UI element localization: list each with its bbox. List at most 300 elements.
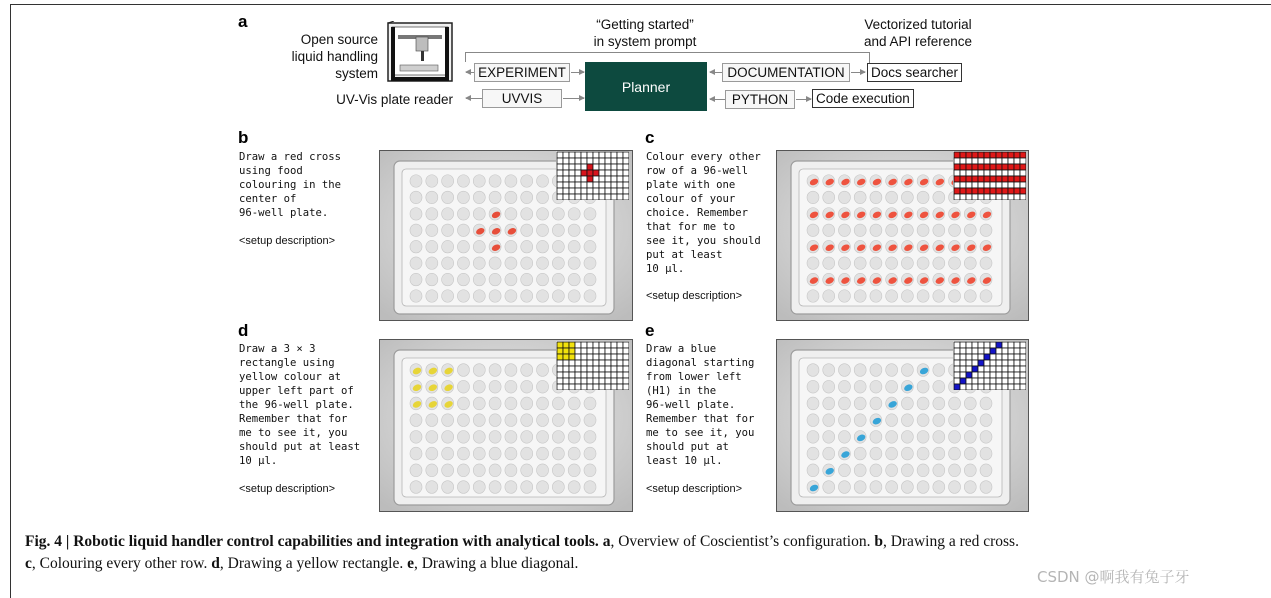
plate-well <box>584 290 596 302</box>
grid-well <box>611 360 617 366</box>
grid-well <box>996 170 1002 176</box>
getting-started-label: “Getting started” in system prompt <box>593 17 697 49</box>
grid-well <box>593 170 599 176</box>
caption-e-label: e <box>407 555 414 572</box>
grid-well <box>996 378 1002 384</box>
plate-well <box>473 290 485 302</box>
panel-c-letter: c <box>645 128 655 147</box>
grid-well <box>587 182 593 188</box>
plate-well <box>838 257 850 269</box>
grid-well <box>978 378 984 384</box>
plate-well <box>870 364 882 377</box>
caption-c-text: , Colouring every other row. <box>31 555 208 572</box>
grid-well <box>966 372 972 378</box>
plate-well <box>917 397 929 410</box>
grid-well <box>557 372 563 378</box>
grid-well <box>593 366 599 372</box>
plate-well <box>505 481 517 494</box>
grid-well <box>593 348 599 354</box>
grid-well <box>605 188 611 194</box>
grid-well <box>611 152 617 158</box>
grid-well <box>1014 366 1020 372</box>
plate-well <box>473 380 485 393</box>
plate-well <box>537 364 549 377</box>
plate-well <box>410 447 422 460</box>
grid-well <box>990 384 996 390</box>
plate-well <box>505 191 517 203</box>
grid-well <box>605 372 611 378</box>
plate-well <box>838 364 850 377</box>
grid-well <box>557 182 563 188</box>
grid-well <box>581 360 587 366</box>
grid-well <box>1008 378 1014 384</box>
grid-well <box>623 164 629 170</box>
plate-well <box>584 257 596 269</box>
plate-well <box>426 273 438 285</box>
panel-b-prompt: Draw a red cross using food colouring in the center of 96-well plate. <box>239 151 342 219</box>
grid-well <box>1020 158 1026 164</box>
grid-well <box>563 342 569 348</box>
plate-well <box>489 380 501 393</box>
grid-well <box>575 158 581 164</box>
grid-well <box>563 360 569 366</box>
plate-well <box>823 397 835 410</box>
grid-well <box>1014 194 1020 200</box>
grid-well <box>990 372 996 378</box>
grid-well <box>581 366 587 372</box>
plate-well <box>838 380 850 393</box>
plate-well <box>442 240 454 252</box>
plate-well <box>537 224 549 236</box>
grid-well <box>569 372 575 378</box>
plate-well <box>901 464 913 477</box>
grid-well <box>1008 182 1014 188</box>
grid-well <box>599 372 605 378</box>
figure-frame-top <box>10 4 1271 5</box>
grid-well <box>954 182 960 188</box>
grid-well <box>972 170 978 176</box>
plate-well <box>886 257 898 269</box>
panel-e-letter: e <box>645 321 655 340</box>
grid-well <box>599 360 605 366</box>
python-box: PYTHON <box>725 90 795 109</box>
grid-well <box>1014 170 1020 176</box>
grid-well <box>966 348 972 354</box>
grid-well <box>972 164 978 170</box>
plate-well <box>473 191 485 203</box>
grid-well <box>954 170 960 176</box>
grid-well <box>1020 194 1026 200</box>
plate-well <box>854 380 866 393</box>
plate-well <box>933 447 945 460</box>
plate-well <box>410 224 422 236</box>
plate-well <box>442 464 454 477</box>
grid-well <box>563 176 569 182</box>
grid-well <box>1020 182 1026 188</box>
plate-well <box>917 431 929 444</box>
grid-well <box>563 170 569 176</box>
plate-well <box>949 481 961 494</box>
plate-well <box>426 191 438 203</box>
plate-well <box>505 208 517 220</box>
grid-well <box>972 372 978 378</box>
plate-well <box>568 290 580 302</box>
plate-well <box>854 364 866 377</box>
grid-well <box>1020 176 1026 182</box>
plate-well <box>823 257 835 269</box>
plate-well <box>552 447 564 460</box>
grid-well <box>581 164 587 170</box>
grid-well <box>1002 384 1008 390</box>
grid-well <box>557 366 563 372</box>
plate-well <box>489 191 501 203</box>
plate-well <box>584 481 596 494</box>
plate-well <box>854 414 866 427</box>
grid-well <box>623 176 629 182</box>
grid-well <box>587 176 593 182</box>
plate-well <box>473 257 485 269</box>
grid-well <box>990 182 996 188</box>
grid-well <box>1008 384 1014 390</box>
grid-well <box>954 176 960 182</box>
plate-well <box>537 380 549 393</box>
grid-well <box>996 194 1002 200</box>
grid-well <box>954 152 960 158</box>
plate-well <box>426 290 438 302</box>
grid-well <box>569 378 575 384</box>
grid-well <box>575 378 581 384</box>
grid-well <box>984 158 990 164</box>
plate-well <box>457 240 469 252</box>
grid-well <box>611 378 617 384</box>
experiment-arrow-left <box>466 72 474 73</box>
grid-well <box>1008 152 1014 158</box>
plate-well <box>901 397 913 410</box>
grid-well <box>605 164 611 170</box>
plate-well <box>521 224 533 236</box>
grid-well <box>569 176 575 182</box>
grid-well <box>569 170 575 176</box>
grid-well <box>581 176 587 182</box>
grid-well <box>966 194 972 200</box>
grid-well <box>581 188 587 194</box>
grid-well <box>1014 176 1020 182</box>
plate-well <box>473 447 485 460</box>
grid-well <box>972 378 978 384</box>
plate-well <box>410 431 422 444</box>
plate-well <box>917 481 929 494</box>
grid-well <box>569 366 575 372</box>
grid-well <box>563 188 569 194</box>
grid-well <box>593 176 599 182</box>
plate-well <box>521 175 533 187</box>
plate-well <box>552 224 564 236</box>
plate-well <box>457 481 469 494</box>
grid-well <box>611 194 617 200</box>
grid-well <box>978 384 984 390</box>
plate-well <box>552 397 564 410</box>
grid-well <box>557 384 563 390</box>
grid-well <box>581 342 587 348</box>
grid-well <box>605 354 611 360</box>
grid-well <box>605 194 611 200</box>
caption-a-text: , Overview of Coscientist’s configuration. <box>610 533 871 550</box>
grid-well <box>978 366 984 372</box>
grid-well <box>569 158 575 164</box>
plate-well <box>584 447 596 460</box>
plate-well <box>426 175 438 187</box>
grid-well <box>623 354 629 360</box>
grid-well <box>1002 170 1008 176</box>
plate-well <box>584 224 596 236</box>
grid-well <box>623 378 629 384</box>
plate-well <box>552 464 564 477</box>
caption-b-label: b <box>874 533 883 550</box>
plate-well <box>807 224 819 236</box>
plate-well <box>537 481 549 494</box>
plate-well <box>980 447 992 460</box>
grid-well <box>960 360 966 366</box>
grid-well <box>617 176 623 182</box>
plate-well <box>838 464 850 477</box>
plate-well <box>933 257 945 269</box>
grid-well <box>1014 360 1020 366</box>
grid-well <box>1002 342 1008 348</box>
grid-well <box>563 194 569 200</box>
grid-well <box>575 384 581 390</box>
grid-well <box>557 164 563 170</box>
plate-well <box>823 431 835 444</box>
plate-well <box>521 414 533 427</box>
plate-well <box>933 224 945 236</box>
grid-well <box>1014 348 1020 354</box>
plate-well <box>917 224 929 236</box>
experiment-arrow-right <box>571 72 584 73</box>
grid-well <box>960 366 966 372</box>
plate-well <box>505 464 517 477</box>
plate-well <box>489 290 501 302</box>
plate-well <box>473 464 485 477</box>
grid-well <box>1008 354 1014 360</box>
plate-well <box>505 257 517 269</box>
grid-well <box>990 176 996 182</box>
grid-well <box>599 342 605 348</box>
grid-well <box>617 360 623 366</box>
plate-well <box>980 397 992 410</box>
grid-well <box>569 194 575 200</box>
panel-b-grid-map <box>556 151 629 200</box>
plate-well <box>457 414 469 427</box>
grid-well <box>978 158 984 164</box>
plate-well <box>410 414 422 427</box>
grid-well <box>966 354 972 360</box>
grid-well <box>623 170 629 176</box>
plate-well <box>807 414 819 427</box>
grid-well <box>575 372 581 378</box>
plate-well <box>552 481 564 494</box>
grid-well <box>599 164 605 170</box>
plate-well <box>521 447 533 460</box>
grid-well <box>966 170 972 176</box>
grid-well <box>996 348 1002 354</box>
grid-well <box>587 378 593 384</box>
plate-well <box>505 380 517 393</box>
plate-well <box>426 208 438 220</box>
plate-well <box>537 175 549 187</box>
grid-well <box>1002 372 1008 378</box>
plate-well <box>980 414 992 427</box>
grid-well <box>599 348 605 354</box>
plate-well <box>473 414 485 427</box>
grid-well <box>984 348 990 354</box>
plate-well <box>552 208 564 220</box>
grid-well <box>966 378 972 384</box>
grid-well <box>960 372 966 378</box>
grid-well <box>966 188 972 194</box>
grid-well <box>617 378 623 384</box>
plate-well <box>807 397 819 410</box>
grid-well <box>605 342 611 348</box>
plate-well <box>442 191 454 203</box>
plate-well <box>410 273 422 285</box>
grid-well <box>990 360 996 366</box>
plate-well <box>980 431 992 444</box>
grid-well <box>972 348 978 354</box>
grid-well <box>1020 170 1026 176</box>
plate-well <box>949 397 961 410</box>
grid-well <box>960 170 966 176</box>
plate-well <box>457 290 469 302</box>
grid-well <box>617 182 623 188</box>
grid-well <box>978 372 984 378</box>
plate-well <box>537 240 549 252</box>
grid-well <box>623 366 629 372</box>
plate-well <box>537 257 549 269</box>
uvvis-arrow-right <box>563 98 584 99</box>
grid-well <box>599 176 605 182</box>
grid-well <box>587 384 593 390</box>
plate-well <box>457 464 469 477</box>
grid-well <box>960 176 966 182</box>
grid-well <box>984 176 990 182</box>
plate-well <box>901 431 913 444</box>
plate-well <box>442 208 454 220</box>
grid-well <box>978 354 984 360</box>
grid-well <box>623 194 629 200</box>
vectorized-tutorial-label: Vectorized tutorial and API reference <box>863 17 973 49</box>
grid-well <box>581 384 587 390</box>
grid-well <box>563 372 569 378</box>
plate-well <box>489 431 501 444</box>
plate-well <box>568 431 580 444</box>
grid-well <box>587 372 593 378</box>
plate-well <box>473 481 485 494</box>
grid-well <box>581 170 587 176</box>
grid-well <box>557 176 563 182</box>
grid-well <box>1008 342 1014 348</box>
grid-well <box>593 372 599 378</box>
plate-well <box>807 191 819 203</box>
grid-well <box>581 194 587 200</box>
grid-well <box>978 348 984 354</box>
plate-well <box>442 431 454 444</box>
plate-well <box>886 431 898 444</box>
plate-well <box>568 257 580 269</box>
grid-well <box>1002 366 1008 372</box>
grid-well <box>1008 158 1014 164</box>
plate-well <box>964 431 976 444</box>
grid-well <box>1002 354 1008 360</box>
plate-well <box>442 481 454 494</box>
plate-well <box>584 431 596 444</box>
grid-well <box>1002 152 1008 158</box>
plate-well <box>917 447 929 460</box>
grid-well <box>599 170 605 176</box>
plate-well <box>870 191 882 203</box>
plate-well <box>537 414 549 427</box>
panel-b-setup: <setup description> <box>239 235 336 247</box>
plate-well <box>870 447 882 460</box>
panel-e-grid-map <box>953 341 1026 390</box>
plate-well <box>552 240 564 252</box>
code-execution-box: Code execution <box>812 89 914 108</box>
grid-well <box>1002 182 1008 188</box>
plate-well <box>426 257 438 269</box>
plate-well <box>568 447 580 460</box>
panel-d-prompt: Draw a 3 × 3 rectangle using yellow colour at upper left part of the 96-well plate. Remember that for me to see it, you should put at least 10 µl. <box>239 343 361 467</box>
grid-well <box>1020 372 1026 378</box>
grid-well <box>611 384 617 390</box>
grid-well <box>978 152 984 158</box>
grid-well <box>593 378 599 384</box>
plate-well <box>838 191 850 203</box>
plate-well <box>552 257 564 269</box>
plate-well <box>457 257 469 269</box>
plate-well <box>521 208 533 220</box>
grid-well <box>611 182 617 188</box>
grid-well <box>984 360 990 366</box>
grid-well <box>587 366 593 372</box>
grid-well <box>575 348 581 354</box>
grid-well <box>569 348 575 354</box>
plate-well <box>980 290 992 302</box>
grid-well <box>587 164 593 170</box>
grid-well <box>1002 194 1008 200</box>
plate-well <box>823 447 835 460</box>
plate-well <box>426 464 438 477</box>
grid-well <box>587 170 593 176</box>
plate-well <box>505 397 517 410</box>
plate-well <box>552 414 564 427</box>
grid-well <box>617 348 623 354</box>
plate-well <box>870 224 882 236</box>
grid-well <box>990 342 996 348</box>
grid-well <box>960 158 966 164</box>
plate-well <box>854 447 866 460</box>
caption-b-text: , Drawing a red cross. <box>882 533 1019 550</box>
grid-well <box>1020 366 1026 372</box>
grid-well <box>1008 188 1014 194</box>
grid-well <box>593 188 599 194</box>
grid-well <box>581 372 587 378</box>
plate-well <box>473 208 485 220</box>
plate-well <box>521 464 533 477</box>
grid-well <box>966 164 972 170</box>
grid-well <box>1008 170 1014 176</box>
panel-a-letter: a <box>238 12 248 31</box>
plate-well <box>901 290 913 302</box>
plate-well <box>886 191 898 203</box>
